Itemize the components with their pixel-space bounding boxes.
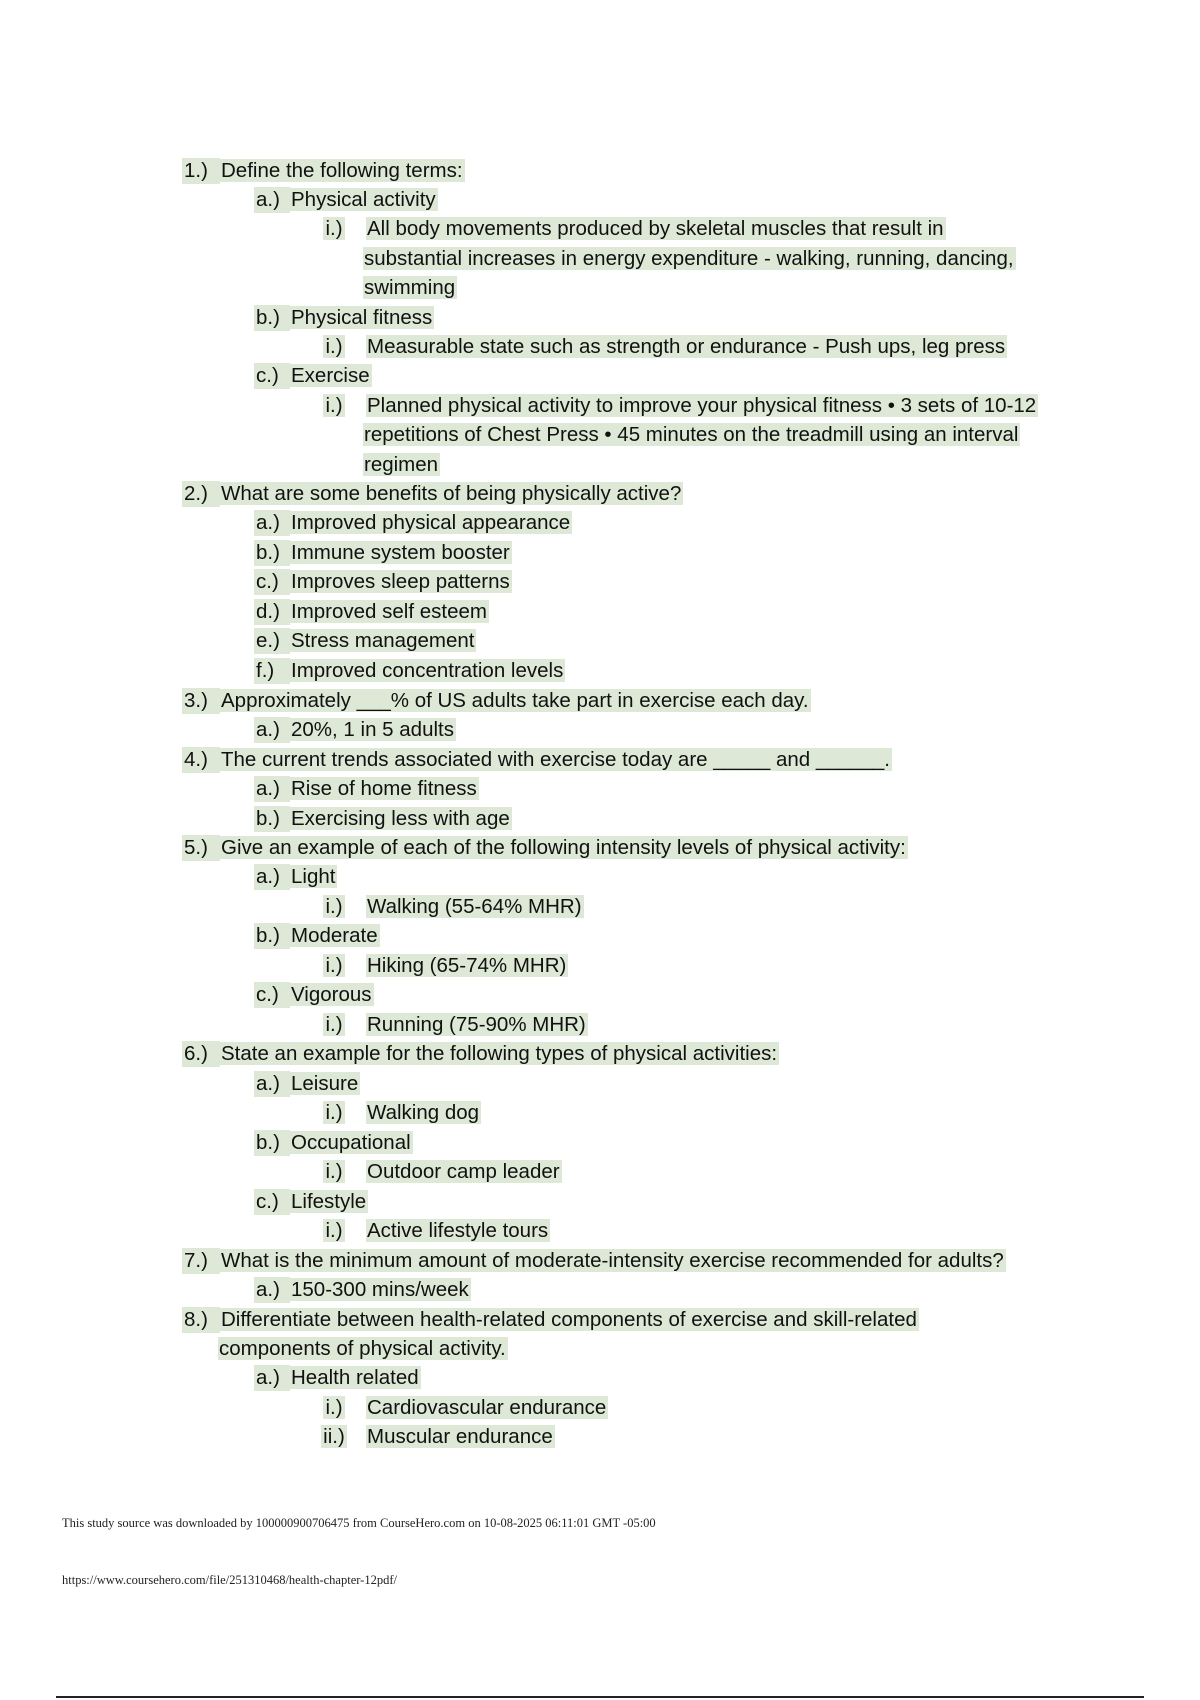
question-item [182, 158, 465, 184]
outline-text: Exercise [291, 364, 370, 387]
answer-item [254, 776, 479, 802]
list-marker [306, 1100, 362, 1126]
list-marker-text: i.) [325, 1013, 343, 1036]
outline-text: Planned physical activity to improve your physical fitness • 3 sets of 10-12 [367, 394, 1037, 417]
question-item [182, 481, 683, 507]
outline-text: swimming [364, 276, 456, 299]
outline-text: 20%, 1 in 5 adults [291, 718, 454, 741]
list-marker-text: i.) [325, 1160, 343, 1183]
outline-text: Exercising less with age [291, 807, 510, 830]
list-marker: c.) [254, 982, 290, 1008]
answer-item [254, 1277, 471, 1303]
answer-item [254, 1071, 360, 1097]
outline-text: Outdoor camp leader [367, 1160, 560, 1183]
question-item [182, 1248, 1006, 1274]
answer-item [254, 982, 374, 1008]
outline-text: Occupational [291, 1131, 411, 1154]
question-item [182, 688, 811, 714]
detail-item [306, 1012, 588, 1038]
outline-text: Rise of home fitness [291, 777, 477, 800]
list-marker: b.) [254, 305, 290, 331]
outline-text: repetitions of Chest Press • 45 minutes on the treadmill using an interval [364, 423, 1019, 446]
outline-text: Cardiovascular endurance [367, 1396, 607, 1419]
outline-continuation-line [363, 422, 1020, 448]
list-marker: c.) [254, 569, 290, 595]
answer-item [254, 864, 337, 890]
outline-text: Leisure [291, 1072, 359, 1095]
outline-continuation-line [363, 452, 440, 478]
detail-item [306, 953, 568, 979]
list-marker: a.) [254, 776, 290, 802]
answer-item [254, 923, 380, 949]
list-marker [306, 1395, 362, 1421]
list-marker [306, 1012, 362, 1038]
answer-item [254, 717, 456, 743]
answer-item [254, 540, 512, 566]
answer-item [254, 1365, 421, 1391]
answer-item [254, 1189, 368, 1215]
list-marker: f.) [254, 658, 290, 684]
outline-text: All body movements produced by skeletal muscles that result in [367, 217, 944, 240]
outline-text: Stress management [291, 629, 475, 652]
outline-text: Hiking (65-74% MHR) [367, 954, 567, 977]
outline-text: What are some benefits of being physically active? [221, 482, 682, 505]
list-marker: b.) [254, 540, 290, 566]
detail-item [306, 1100, 481, 1126]
outline-text: 150-300 mins/week [291, 1278, 469, 1301]
detail-item [306, 1424, 555, 1450]
outline-text: State an example for the following types of physical activities: [221, 1042, 778, 1065]
list-marker: c.) [254, 363, 290, 389]
detail-item [306, 393, 1038, 419]
source-url: https://www.coursehero.com/file/251310468/health-chapter-12pdf/ [62, 1573, 397, 1587]
question-item [182, 747, 892, 773]
list-marker: 3.) [182, 688, 220, 714]
outline-text: Improves sleep patterns [291, 570, 510, 593]
list-marker: b.) [254, 923, 290, 949]
outline-text: Approximately ___% of US adults take part in exercise each day. [221, 689, 809, 712]
list-marker: b.) [254, 806, 290, 832]
outline-text: Vigorous [291, 983, 372, 1006]
list-marker-text: i.) [325, 895, 343, 918]
outline-text: components of physical activity. [219, 1337, 506, 1360]
outline-text: What is the minimum amount of moderate-intensity exercise recommended for adults? [221, 1249, 1004, 1272]
page-bottom-rule [56, 1696, 1144, 1698]
outline-text: Improved self esteem [291, 600, 487, 623]
list-marker: 6.) [182, 1041, 220, 1067]
list-marker-text: i.) [325, 335, 343, 358]
outline-text: Health related [291, 1366, 419, 1389]
answer-item [254, 628, 476, 654]
download-notice: This study source was downloaded by 100000900706475 from CourseHero.com on 10-08-2025 06:11:01 GMT -05:00 [62, 1516, 656, 1530]
detail-item [306, 894, 584, 920]
list-marker: a.) [254, 1365, 290, 1391]
list-marker [306, 216, 362, 242]
list-marker [306, 1424, 362, 1450]
answer-item [254, 806, 512, 832]
detail-item [306, 1159, 562, 1185]
list-marker [306, 1218, 362, 1244]
question-item [182, 1041, 779, 1067]
detail-item [306, 334, 1007, 360]
list-marker: a.) [254, 510, 290, 536]
list-marker: 5.) [182, 835, 220, 861]
list-marker-text: i.) [325, 1219, 343, 1242]
list-marker: 1.) [182, 158, 220, 184]
answer-item [254, 305, 434, 331]
outline-text: regimen [364, 453, 439, 476]
list-marker: d.) [254, 599, 290, 625]
answer-item [254, 658, 565, 684]
list-marker [306, 393, 362, 419]
outline-continuation-line [363, 275, 457, 301]
list-marker-text: i.) [325, 217, 343, 240]
list-marker [306, 1159, 362, 1185]
list-marker-text: ii.) [323, 1425, 345, 1448]
list-marker [306, 953, 362, 979]
outline-text: Moderate [291, 924, 378, 947]
outline-continuation-line [218, 1336, 508, 1362]
question-item [182, 835, 908, 861]
answer-item [254, 599, 489, 625]
outline-text: Walking (55-64% MHR) [367, 895, 582, 918]
list-marker: 4.) [182, 747, 220, 773]
outline-text: Measurable state such as strength or endurance - Push ups, leg press [367, 335, 1006, 358]
detail-item [306, 1395, 608, 1421]
outline-continuation-line [363, 246, 1016, 272]
list-marker [306, 334, 362, 360]
answer-item [254, 569, 512, 595]
outline-text: Walking dog [367, 1101, 480, 1124]
list-marker: a.) [254, 717, 290, 743]
outline-text: Physical activity [291, 188, 436, 211]
outline-text: substantial increases in energy expenditure - walking, running, dancing, [364, 247, 1014, 270]
list-marker: a.) [254, 864, 290, 890]
outline-text: Improved concentration levels [291, 659, 564, 682]
outline-text: Differentiate between health-related components of exercise and skill-related [221, 1308, 917, 1331]
answer-item [254, 363, 372, 389]
outline-text: Muscular endurance [367, 1425, 553, 1448]
list-marker: 2.) [182, 481, 220, 507]
outline-text: The current trends associated with exercise today are _____ and ______. [221, 748, 890, 771]
list-marker-text: i.) [325, 954, 343, 977]
outline-text: Running (75-90% MHR) [367, 1013, 586, 1036]
list-marker: 8.) [182, 1307, 220, 1333]
list-marker: b.) [254, 1130, 290, 1156]
list-marker: a.) [254, 1277, 290, 1303]
list-marker-text: i.) [325, 1101, 343, 1124]
detail-item [306, 1218, 550, 1244]
outline-text: Give an example of each of the following intensity levels of physical activity: [221, 836, 906, 859]
list-marker: e.) [254, 628, 290, 654]
outline-text: Improved physical appearance [291, 511, 571, 534]
list-marker-text: i.) [325, 394, 343, 417]
answer-item [254, 187, 438, 213]
list-marker: a.) [254, 1071, 290, 1097]
outline-text: Lifestyle [291, 1190, 367, 1213]
list-marker: c.) [254, 1189, 290, 1215]
list-marker [306, 894, 362, 920]
answer-item [254, 510, 572, 536]
detail-item [306, 216, 946, 242]
list-marker-text: i.) [325, 1396, 343, 1419]
outline-text: Active lifestyle tours [367, 1219, 549, 1242]
answer-item [254, 1130, 413, 1156]
outline-text: Immune system booster [291, 541, 510, 564]
question-item [182, 1307, 919, 1333]
list-marker: 7.) [182, 1248, 220, 1274]
outline-text: Physical fitness [291, 306, 433, 329]
outline-text: Define the following terms: [221, 159, 463, 182]
outline-text: Light [291, 865, 336, 888]
list-marker: a.) [254, 187, 290, 213]
